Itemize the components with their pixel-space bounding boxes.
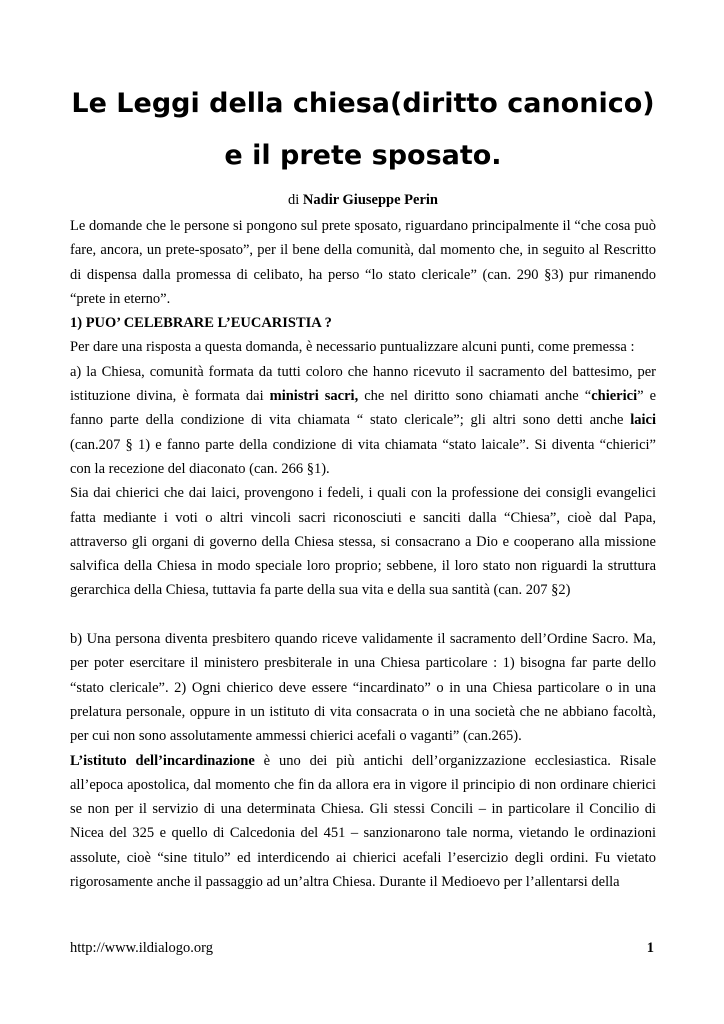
- paragraph-b: b) Una persona diventa presbitero quando riceve validamente il sacramento dell’Ordine Sacro. Ma, per poter esercitare il ministero presbiterale in una Chiesa particolare : 1) bisogna far parte dello “stato clericale”. 2) Ogni chierico deve essere “incardinato” o in una Chiesa particolare o in una prelatura personale, oppure in un istituto di vita consacrata o in una società che ne abbiano facoltà, per cui non sono assolutamente ammessi chierici acefali o vaganti” (can.265).: [70, 631, 656, 745]
- paragraph-a-text-2: che nel diritto sono chiamati anche “: [358, 388, 592, 405]
- paragraph-incardinazione-text: è uno dei più antichi dell’organizzazione ecclesiastica. Risale all’epoca apostolica, dal momento che fin da allora era in vigore il principio di non ordinare chierici se non per il servizio di una determinata Chiesa. Gli stessi Concili – in particolare il Concilio di Nicea del 325 e quello di Calcedonia del 451 – sanzionarono tale norma, vietando le ordinazioni assolute, cioè “sine titulo” ed interdicendo ai chierici acefali l’esercizio degli ordini. Fu vietato rigorosamente anche il passaggio ad un’altra Chiesa. Durante il Medioevo per l’allentarsi della: [70, 752, 657, 891]
- paragraph-a-bold-1: ministri sacri,: [269, 388, 359, 405]
- document-title-line-2: e il prete sposato.: [224, 140, 502, 171]
- section-heading-1-text: 1) PUO’ CELEBRARE L’EUCARISTIA ?: [70, 315, 332, 332]
- paragraph-premise: Per dare una risposta a questa domanda, è necessario puntualizzare alcuni punti, come premessa :: [70, 339, 635, 356]
- paragraph-a: [70, 360, 656, 481]
- footer-url: http://www.ildialogo.org: [70, 940, 213, 956]
- paragraph-incardinazione: [70, 749, 656, 895]
- paragraph-incardinazione-bold: L’istituto dell’incardinazione: [70, 752, 255, 769]
- section-heading-1: [70, 311, 656, 335]
- document-title-line-1: Le Leggi della chiesa(diritto canonico): [71, 88, 655, 119]
- byline: [70, 190, 656, 210]
- paragraph-a-text-4: (can.207 § 1) e fanno parte della condizione di vita chiamata “stato laicale”. Si diventa “chierici” con la recezione del diaconato (can. 266 §1).: [70, 436, 656, 477]
- author-name: Nadir Giuseppe Perin: [302, 192, 438, 208]
- page-number: 1: [646, 940, 654, 956]
- document-body: [70, 214, 656, 894]
- paragraph-a-bold-3: laici: [630, 412, 656, 429]
- paragraph-a-bold-2: chierici: [591, 388, 638, 405]
- paragraph-a-text-1: a) la Chiesa, comunità formata da tutti coloro che hanno ricevuto il sacramento del battesimo, per istituzione divina, è formata dai: [70, 363, 656, 405]
- paragraph-fedeli: Sia dai chierici che dai laici, provengono i fedeli, i quali con la professione dei consigli evangelici fatta mediante i voti o altri vincoli sacri riconosciuti e sanciti dalla “Chiesa”, cioè dal Papa, attraverso gli organi di governo della Chiesa stessa, si consacrano a Dio e cooperano alla missione salvifica della Chiesa in modo speciale loro proprio; sebbene, il loro stato non riguardi la struttura gerarchica della Chiesa, tuttavia fa parte della sua vita e della sua santità (can. 207 §2): [70, 485, 656, 599]
- byline-prefix: di: [288, 192, 303, 208]
- paragraph-intro: Le domande che le persone si pongono sul prete sposato, riguardano principalmente il “che cosa può fare, ancora, un prete-sposato”, per il bene della comunità, dal momento che, in seguito al Rescritto di dispensa dalla promessa di celibato, ha perso “lo stato clericale” (can. 290 §3) pur rimanendo “prete in eterno”.: [70, 218, 656, 307]
- paragraph-a-text-3: ” e fanno parte della condizione di vita chiamata “ stato clericale”; gli altri sono detti anche: [70, 388, 657, 429]
